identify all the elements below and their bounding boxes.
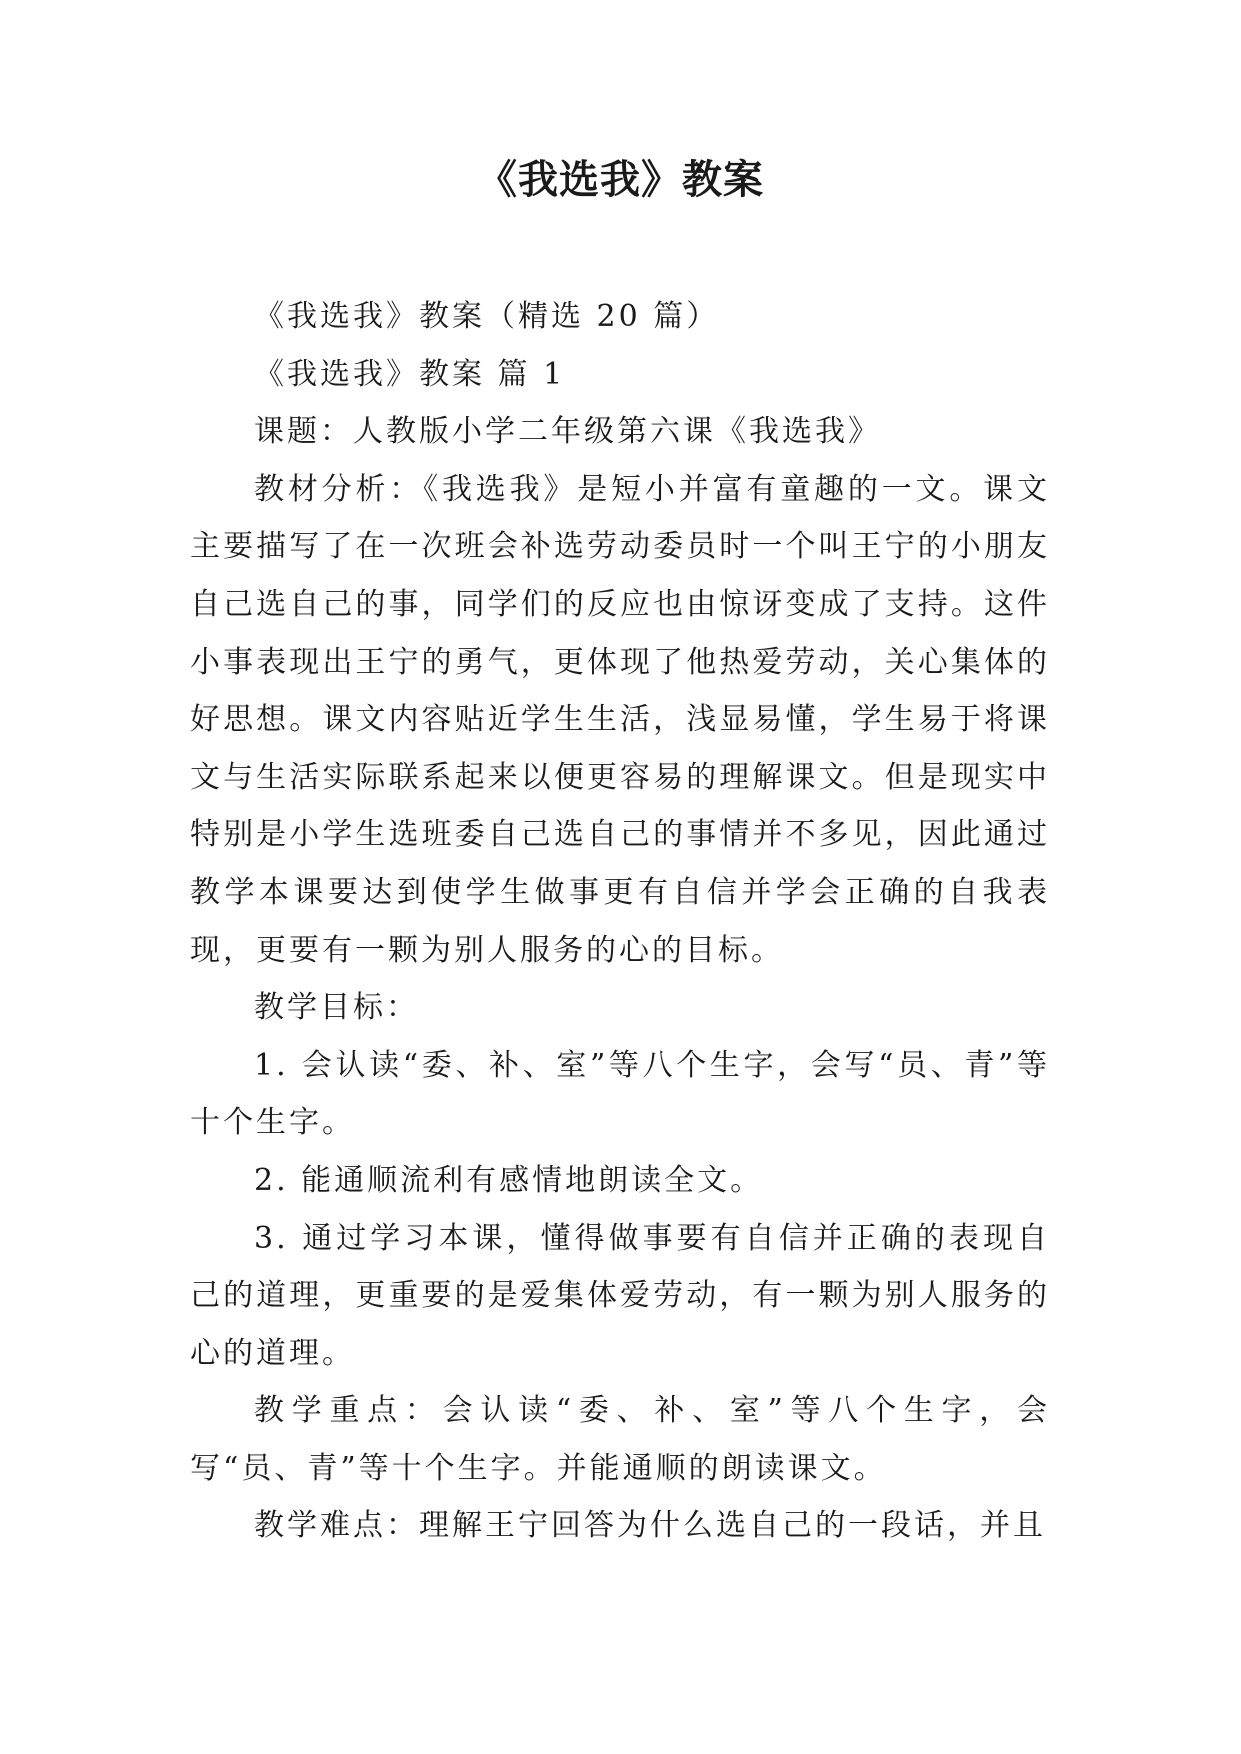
paragraph-section-heading: 《我选我》教案 篇 1 — [254, 356, 566, 392]
paragraph-goal-1: 1. 会认读“委、补、室”等八个生字，会写“员、青”等十个生字。 — [190, 1047, 1050, 1141]
paragraph-teaching-goals-heading: 教学目标： — [254, 990, 419, 1026]
paragraph-goal-3: 3. 通过学习本课，懂得做事要有自信并正确的表现自己的道理，更重要的是爱集体爱劳动，有一颗为别人服务的心的道理。 — [190, 1220, 1050, 1371]
paragraph-lesson-topic: 课题：人教版小学二年级第六课《我选我》 — [254, 414, 881, 450]
document-body — [190, 288, 1050, 1555]
document-title: 《我选我》教案 — [477, 157, 764, 203]
paragraph-material-analysis: 教材分析：《我选我》是短小并富有童趣的一文。课文主要描写了在一次班会补选劳动委员时一个叫王宁的小朋友自己选自己的事，同学们的反应也由惊讶变成了支持。这件小事表现出王宁的勇气，更体现了他热爱劳动，关心集体的好思想。课文内容贴近学生生活，浅显易懂，学生易于将课文与生活实际联系起来以便更容易的理解课文。但是现实中特别是小学生选班委自己选自己的事情并不多见，因此通过教学本课要达到使学生做事更有自信并学会正确的自我表现，更要有一颗为别人服务的心的目标。 — [190, 471, 1050, 968]
paragraph-subtitle: 《我选我》教案（精选 20 篇） — [254, 299, 720, 334]
paragraph-key-points: 教学重点：会认读“委、补、室”等八个生字，会写“员、青”等十个生字。并能通顺的朗读课文。 — [190, 1393, 1050, 1486]
paragraph-goal-2: 2. 能通顺流利有感情地朗读全文。 — [254, 1162, 764, 1198]
paragraph-difficulties: 教学难点：理解王宁回答为什么选自己的一段话，并且 — [254, 1508, 1046, 1544]
